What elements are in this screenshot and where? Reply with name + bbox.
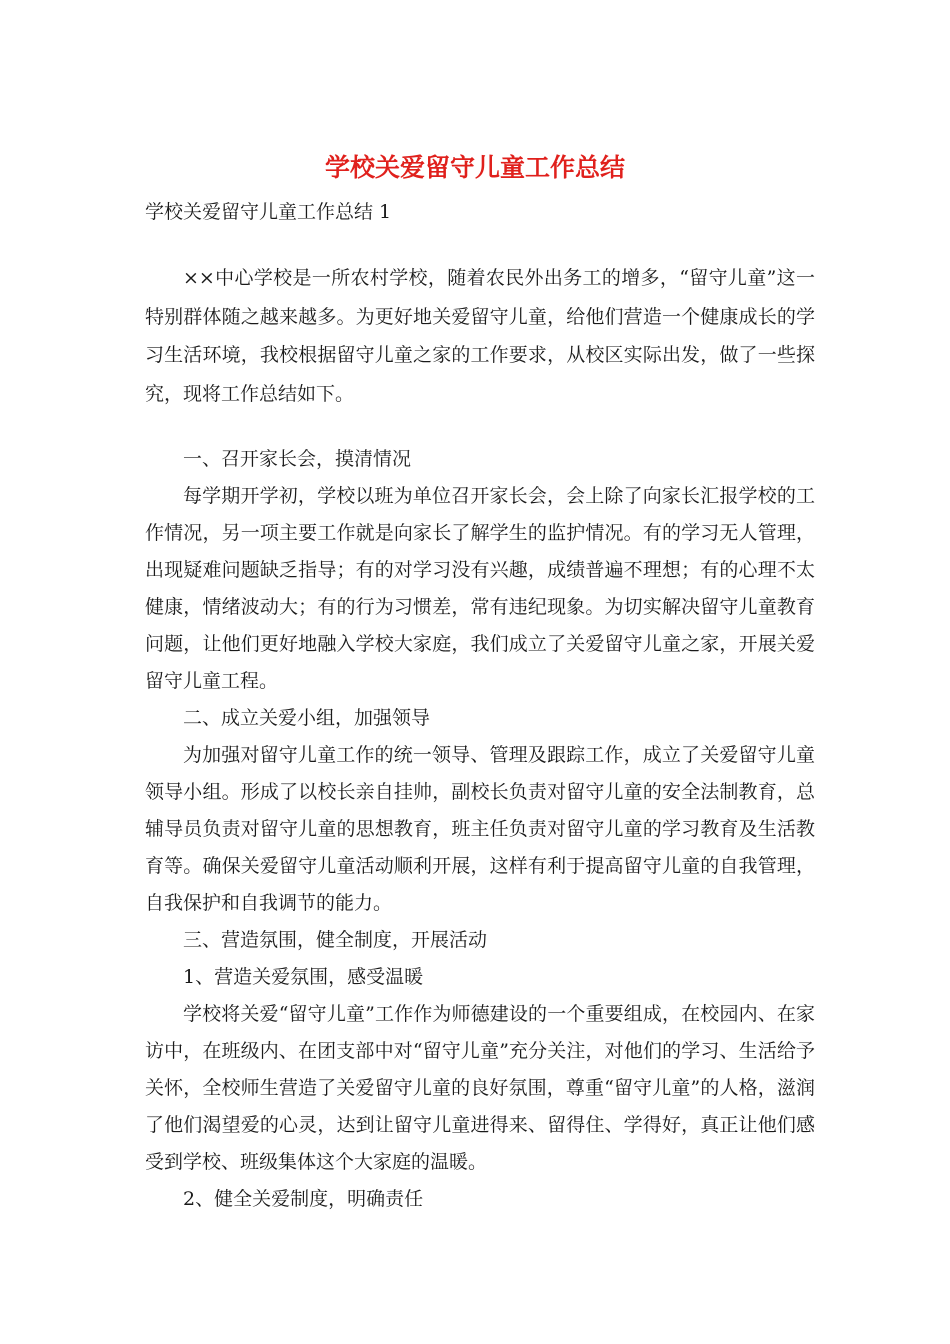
subheading-3-1: 1、营造关爱氛围，感受温暖 [183,966,424,988]
paragraph-1: 每学期开学初，学校以班为单位召开家长会，会上除了向家长汇报学校的工作情况，另一项主要工作就是向家长了解学生的监护情况。有的学习无人管理，出现疑难问题缺乏指导；有的对学习没有兴趣，成绩普遍不理想；有的心理不太健康，情绪波动大；有的行为习惯差，常有违纪现象。为切实解决留守儿童教育问题，让他们更好地融入学校大家庭，我们成立了关爱留守儿童之家，开展关爱留守儿童工程。 [145,485,815,692]
paragraph-2: 为加强对留守儿童工作的统一领导、管理及跟踪工作，成立了关爱留守儿童领导小组。形成了以校长亲自挂帅，副校长负责对留守儿童的安全法制教育，总辅导员负责对留守儿童的思想教育，班主任负责对留守儿童的学习教育及生活教育等。确保关爱留守儿童活动顺利开展，这样有利于提高留守儿童的自我管理，自我保护和自我调节的能力。 [145,744,815,914]
intro-paragraph: ××中心学校是一所农村学校，随着农民外出务工的增多，“留守儿童”这一特别群体随之越来越多。为更好地关爱留守儿童，给他们营造一个健康成长的学习生活环境，我校根据留守儿童之家的工作要求，从校区实际出发，做了一些探究，现将工作总结如下。 [145,267,815,405]
subheading-3-2: 2、健全关爱制度，明确责任 [183,1188,424,1210]
heading-1: 一、召开家长会，摸清情况 [183,448,412,470]
heading-3: 三、营造氛围，健全制度，开展活动 [183,929,488,951]
heading-2: 二、成立关爱小组，加强领导 [183,707,431,729]
paragraph-3-1: 学校将关爱“留守儿童”工作作为师德建设的一个重要组成，在校园内、在家访中，在班级内、在团支部中对“留守儿童”充分关注，对他们的学习、生活给予关怀，全校师生营造了关爱留守儿童的良好氛围，尊重“留守儿童”的人格，滋润了他们渴望爱的心灵，达到让留守儿童进得来、留得住、学得好，真正让他们感受到学校、班级集体这个大家庭的温暖。 [145,1003,815,1173]
intro-section [145,259,815,413]
document-title: 学校关爱留守儿童工作总结 [324,153,625,182]
document-subtitle: 学校关爱留守儿童工作总结 1 [145,201,392,223]
body-section [145,441,815,1218]
